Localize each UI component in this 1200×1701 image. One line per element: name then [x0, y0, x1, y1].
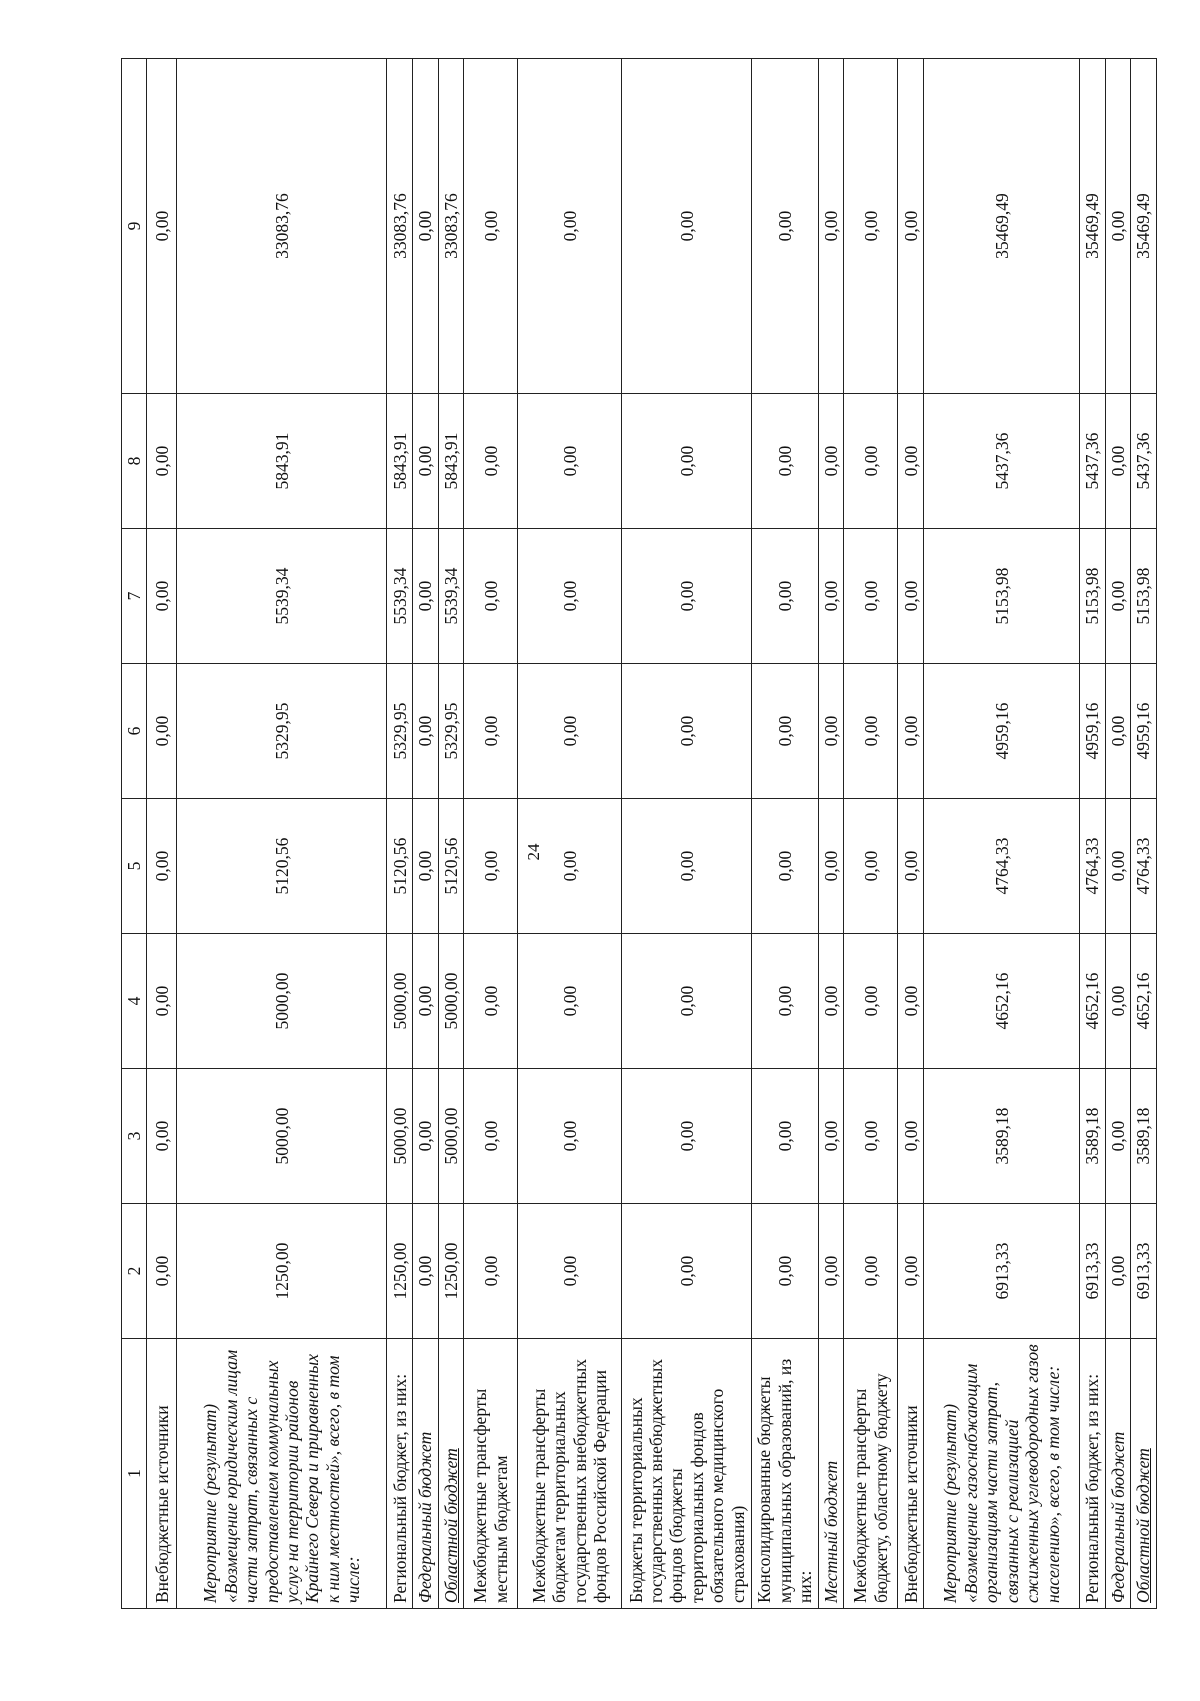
value-cell: 0,00 — [752, 394, 818, 529]
value-cell: 0,00 — [622, 529, 752, 664]
value-cell: 5437,36 — [924, 394, 1080, 529]
row-label: Консолидированные бюджеты муниципальных образований, из них: — [752, 1339, 818, 1609]
value-cell: 5437,36 — [1080, 394, 1105, 529]
table-row — [898, 59, 924, 1609]
value-cell: 0,00 — [844, 394, 898, 529]
column-header: 9 — [122, 59, 147, 394]
value-cell: 0,00 — [464, 1069, 518, 1204]
value-cell: 1250,00 — [438, 1204, 463, 1339]
value-cell: 4652,16 — [1080, 934, 1105, 1069]
value-cell: 0,00 — [622, 1204, 752, 1339]
table-row — [1080, 59, 1105, 1609]
value-cell: 0,00 — [1105, 934, 1130, 1069]
value-cell: 0,00 — [518, 799, 622, 934]
value-cell: 5120,56 — [438, 799, 463, 934]
value-cell: 5153,98 — [1131, 529, 1156, 664]
value-cell: 0,00 — [518, 529, 622, 664]
table-row — [438, 59, 463, 1609]
column-header: 2 — [122, 1204, 147, 1339]
value-cell: 0,00 — [818, 529, 843, 664]
value-cell: 0,00 — [844, 664, 898, 799]
value-cell: 5000,00 — [438, 934, 463, 1069]
table-row — [177, 59, 387, 1609]
value-cell: 0,00 — [752, 529, 818, 664]
table-row — [147, 59, 177, 1609]
value-cell: 0,00 — [622, 394, 752, 529]
value-cell: 5329,95 — [438, 664, 463, 799]
value-cell: 33083,76 — [438, 59, 463, 394]
value-cell: 33083,76 — [387, 59, 413, 394]
value-cell: 0,00 — [1105, 1204, 1130, 1339]
value-cell: 0,00 — [818, 664, 843, 799]
value-cell: 35469,49 — [1131, 59, 1156, 394]
value-cell: 0,00 — [464, 664, 518, 799]
value-cell: 0,00 — [752, 1204, 818, 1339]
table-row — [622, 59, 752, 1609]
value-cell: 1250,00 — [177, 1204, 387, 1339]
table-row — [464, 59, 518, 1609]
value-cell: 0,00 — [518, 394, 622, 529]
value-cell: 33083,76 — [177, 59, 387, 394]
value-cell: 0,00 — [464, 934, 518, 1069]
value-cell: 5000,00 — [387, 1069, 413, 1204]
value-cell: 0,00 — [147, 529, 177, 664]
value-cell: 0,00 — [147, 799, 177, 934]
value-cell: 0,00 — [1105, 799, 1130, 934]
budget-table-container — [121, 59, 1154, 1609]
row-label: Федеральный бюджет — [1105, 1339, 1130, 1609]
value-cell: 6913,33 — [1131, 1204, 1156, 1339]
value-cell: 0,00 — [413, 529, 438, 664]
value-cell: 5153,98 — [924, 529, 1080, 664]
value-cell: 0,00 — [413, 394, 438, 529]
column-header: 5 — [122, 799, 147, 934]
table-row — [387, 59, 413, 1609]
value-cell: 0,00 — [818, 799, 843, 934]
value-cell: 0,00 — [818, 394, 843, 529]
value-cell: 0,00 — [413, 934, 438, 1069]
value-cell: 5120,56 — [177, 799, 387, 934]
value-cell: 0,00 — [898, 1069, 924, 1204]
table-row — [752, 59, 818, 1609]
row-label: Внебюджетные источники — [898, 1339, 924, 1609]
value-cell: 0,00 — [844, 529, 898, 664]
value-cell: 0,00 — [898, 664, 924, 799]
value-cell: 0,00 — [1105, 394, 1130, 529]
column-header: 3 — [122, 1069, 147, 1204]
value-cell: 1250,00 — [387, 1204, 413, 1339]
value-cell: 0,00 — [898, 1204, 924, 1339]
column-header: 4 — [122, 934, 147, 1069]
column-header: 7 — [122, 529, 147, 664]
row-label: Мероприятие (результат) «Возмещение газоснабжающим организациям части затрат, связанных с реализацией сжиженных углеводородных газов населению», всего, в том числе: — [924, 1339, 1080, 1609]
value-cell: 0,00 — [622, 59, 752, 394]
row-label: Федеральный бюджет — [413, 1339, 438, 1609]
value-cell: 5539,34 — [387, 529, 413, 664]
column-header: 6 — [122, 664, 147, 799]
value-cell: 4764,33 — [924, 799, 1080, 934]
value-cell: 35469,49 — [1080, 59, 1105, 394]
value-cell: 0,00 — [1105, 664, 1130, 799]
value-cell: 4652,16 — [1131, 934, 1156, 1069]
value-cell: 0,00 — [844, 799, 898, 934]
table-row — [1131, 59, 1156, 1609]
table-row — [1105, 59, 1130, 1609]
value-cell: 0,00 — [898, 934, 924, 1069]
value-cell: 0,00 — [518, 934, 622, 1069]
value-cell: 0,00 — [147, 1204, 177, 1339]
value-cell: 4959,16 — [924, 664, 1080, 799]
row-label: Местный бюджет — [818, 1339, 843, 1609]
value-cell: 0,00 — [1105, 529, 1130, 664]
value-cell: 0,00 — [818, 59, 843, 394]
value-cell: 6913,33 — [1080, 1204, 1105, 1339]
value-cell: 0,00 — [413, 799, 438, 934]
value-cell: 0,00 — [413, 664, 438, 799]
value-cell: 0,00 — [413, 59, 438, 394]
value-cell: 0,00 — [518, 664, 622, 799]
value-cell: 5329,95 — [387, 664, 413, 799]
row-label: Областной бюджет — [438, 1339, 463, 1609]
value-cell: 0,00 — [464, 799, 518, 934]
value-cell: 0,00 — [147, 934, 177, 1069]
value-cell: 5000,00 — [438, 1069, 463, 1204]
value-cell: 0,00 — [147, 1069, 177, 1204]
value-cell: 5153,98 — [1080, 529, 1105, 664]
value-cell: 0,00 — [622, 799, 752, 934]
value-cell: 0,00 — [518, 1069, 622, 1204]
value-cell: 0,00 — [752, 59, 818, 394]
value-cell: 0,00 — [622, 1069, 752, 1204]
value-cell: 0,00 — [752, 934, 818, 1069]
value-cell: 4764,33 — [1080, 799, 1105, 934]
value-cell: 0,00 — [818, 1069, 843, 1204]
value-cell: 3589,18 — [924, 1069, 1080, 1204]
row-label: Региональный бюджет, из них: — [387, 1339, 413, 1609]
row-label: Межбюджетные трансферты бюджетам территориальных государственных внебюджетных фондов Российской Федерации — [518, 1339, 622, 1609]
value-cell: 0,00 — [752, 664, 818, 799]
value-cell: 0,00 — [464, 1204, 518, 1339]
value-cell: 0,00 — [518, 59, 622, 394]
value-cell: 0,00 — [818, 1204, 843, 1339]
value-cell: 0,00 — [147, 664, 177, 799]
table-row — [518, 59, 622, 1609]
value-cell: 0,00 — [147, 59, 177, 394]
value-cell: 4764,33 — [1131, 799, 1156, 934]
value-cell: 4959,16 — [1131, 664, 1156, 799]
table-header-row — [122, 59, 147, 1609]
value-cell: 0,00 — [1105, 1069, 1130, 1204]
value-cell: 0,00 — [898, 799, 924, 934]
value-cell: 5437,36 — [1131, 394, 1156, 529]
value-cell: 0,00 — [844, 934, 898, 1069]
value-cell: 6913,33 — [924, 1204, 1080, 1339]
value-cell: 5539,34 — [177, 529, 387, 664]
value-cell: 0,00 — [818, 934, 843, 1069]
table-row — [413, 59, 438, 1609]
value-cell: 0,00 — [1105, 59, 1130, 394]
value-cell: 0,00 — [898, 394, 924, 529]
value-cell: 0,00 — [844, 1204, 898, 1339]
row-label: Внебюджетные источники — [147, 1339, 177, 1609]
value-cell: 0,00 — [622, 664, 752, 799]
value-cell: 0,00 — [752, 1069, 818, 1204]
value-cell: 5329,95 — [177, 664, 387, 799]
column-header: 1 — [122, 1339, 147, 1609]
table-row — [818, 59, 843, 1609]
value-cell: 0,00 — [413, 1069, 438, 1204]
value-cell: 0,00 — [464, 394, 518, 529]
value-cell: 5843,91 — [387, 394, 413, 529]
value-cell: 5539,34 — [438, 529, 463, 664]
table-row — [844, 59, 898, 1609]
value-cell: 0,00 — [147, 394, 177, 529]
row-label: Региональный бюджет, из них: — [1080, 1339, 1105, 1609]
value-cell: 5843,91 — [438, 394, 463, 529]
budget-table — [121, 58, 1157, 1609]
value-cell: 0,00 — [622, 934, 752, 1069]
row-label: Межбюджетные трансферты местным бюджетам — [464, 1339, 518, 1609]
value-cell: 0,00 — [844, 59, 898, 394]
value-cell: 0,00 — [752, 799, 818, 934]
value-cell: 0,00 — [844, 1069, 898, 1204]
value-cell: 0,00 — [464, 59, 518, 394]
value-cell: 35469,49 — [924, 59, 1080, 394]
value-cell: 3589,18 — [1080, 1069, 1105, 1204]
value-cell: 0,00 — [898, 529, 924, 664]
table-row — [924, 59, 1080, 1609]
row-label: Межбюджетные трансферты бюджету, областному бюджету — [844, 1339, 898, 1609]
value-cell: 3589,18 — [1131, 1069, 1156, 1204]
value-cell: 0,00 — [518, 1204, 622, 1339]
row-label: Бюджеты территориальных государственных внебюджетных фондов (бюджеты территориальных фондов обязательного медицинского страхования) — [622, 1339, 752, 1609]
value-cell: 0,00 — [464, 529, 518, 664]
value-cell: 0,00 — [898, 59, 924, 394]
value-cell: 4652,16 — [924, 934, 1080, 1069]
column-header: 8 — [122, 394, 147, 529]
row-label: Областной бюджет — [1131, 1339, 1156, 1609]
value-cell: 0,00 — [413, 1204, 438, 1339]
row-label: Мероприятие (результат) «Возмещение юридическим лицам части затрат, связанных с предоставлением коммунальных услуг на территории районов Крайнего Севера и приравненных к ним местностей», всего, в том числе: — [177, 1339, 387, 1609]
value-cell: 5120,56 — [387, 799, 413, 934]
value-cell: 4959,16 — [1080, 664, 1105, 799]
page-number: 24 — [524, 843, 543, 861]
value-cell: 5843,91 — [177, 394, 387, 529]
value-cell: 5000,00 — [387, 934, 413, 1069]
value-cell: 5000,00 — [177, 1069, 387, 1204]
value-cell: 5000,00 — [177, 934, 387, 1069]
